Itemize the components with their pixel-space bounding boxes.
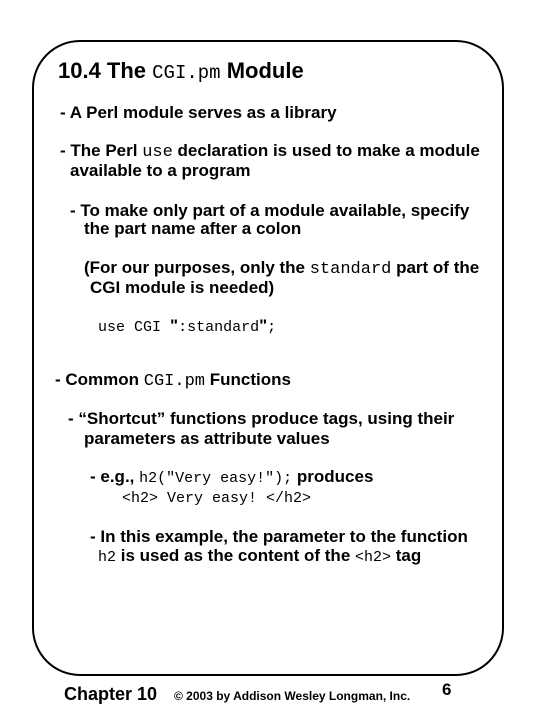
explanation-code-h2: h2 [98,549,117,566]
footer-copyright [174,689,410,703]
section-common-functions [55,370,291,392]
explanation-line1 [90,527,468,547]
bullet-use-declaration-line1 [60,141,480,163]
code-use-part2: :standard [178,319,260,336]
bullet-part-line1 [70,201,469,221]
bullet-part-line2-text: the part name after a colon [84,219,302,238]
title-suffix: Module [220,58,304,83]
example-suffix: produces [292,467,374,486]
slide-frame [32,40,504,676]
bullet-use-line2-text: available to a program [70,161,251,180]
shortcut-line1 [68,409,454,429]
example-code: h2("Very easy!"); [139,470,293,487]
bullet-use-prefix: - The Perl [60,141,143,160]
bullet-use-declaration-line2 [70,161,250,181]
footer-chapter [64,684,157,704]
title-code: CGI.pm [152,62,221,84]
bullet-use-suffix: declaration is used to make a module [172,141,480,160]
section2-code: CGI.pm [143,372,205,391]
explanation-suffix: tag [391,546,422,565]
explanation-line1-text: - In this example, the parameter to the function [90,527,468,546]
code-use-part1: use CGI [98,319,171,336]
footer-copyright-text: © 2003 by Addison Wesley Longman, Inc. [174,689,411,703]
slide-title [58,58,304,86]
section2-suffix: Functions [205,370,291,389]
example-output-text: <h2> Very easy! </h2> [122,490,312,507]
footer-page-number [442,680,451,700]
note-suffix: part of the [391,258,480,277]
shortcut-line2 [84,429,330,449]
code-use-part3: ; [267,319,277,336]
example-line [90,467,373,489]
code-use-cgi [98,316,276,338]
example-prefix: - e.g., [90,467,140,486]
section2-prefix: - Common [55,370,144,389]
note-line1 [84,258,479,280]
note-line2-text: CGI module is needed) [90,278,275,297]
explanation-code-h2-tag: <h2> [355,549,392,566]
bullet-library-text: - A Perl module serves as a library [60,103,337,122]
bullet-part-line2 [84,219,301,239]
code-use-quote2: " [259,316,268,335]
note-prefix: (For our purposes, only the [84,258,310,277]
note-code: standard [309,260,392,279]
footer-page-number-text: 6 [442,680,452,699]
title-prefix: 10.4 The [58,58,153,83]
note-line2 [90,278,274,298]
footer-chapter-text: Chapter 10 [64,684,158,704]
example-output [122,487,311,509]
explanation-mid: is used as the content of the [116,546,355,565]
bullet-library [60,103,337,123]
explanation-line2 [98,546,421,568]
shortcut-line2-text: parameters as attribute values [84,429,330,448]
shortcut-line1-text: - “Shortcut” functions produce tags, using their [68,409,455,428]
code-use-quote1: " [170,316,179,335]
bullet-part-line1-text: - To make only part of a module available, specify [70,201,470,220]
bullet-use-code: use [142,143,173,162]
